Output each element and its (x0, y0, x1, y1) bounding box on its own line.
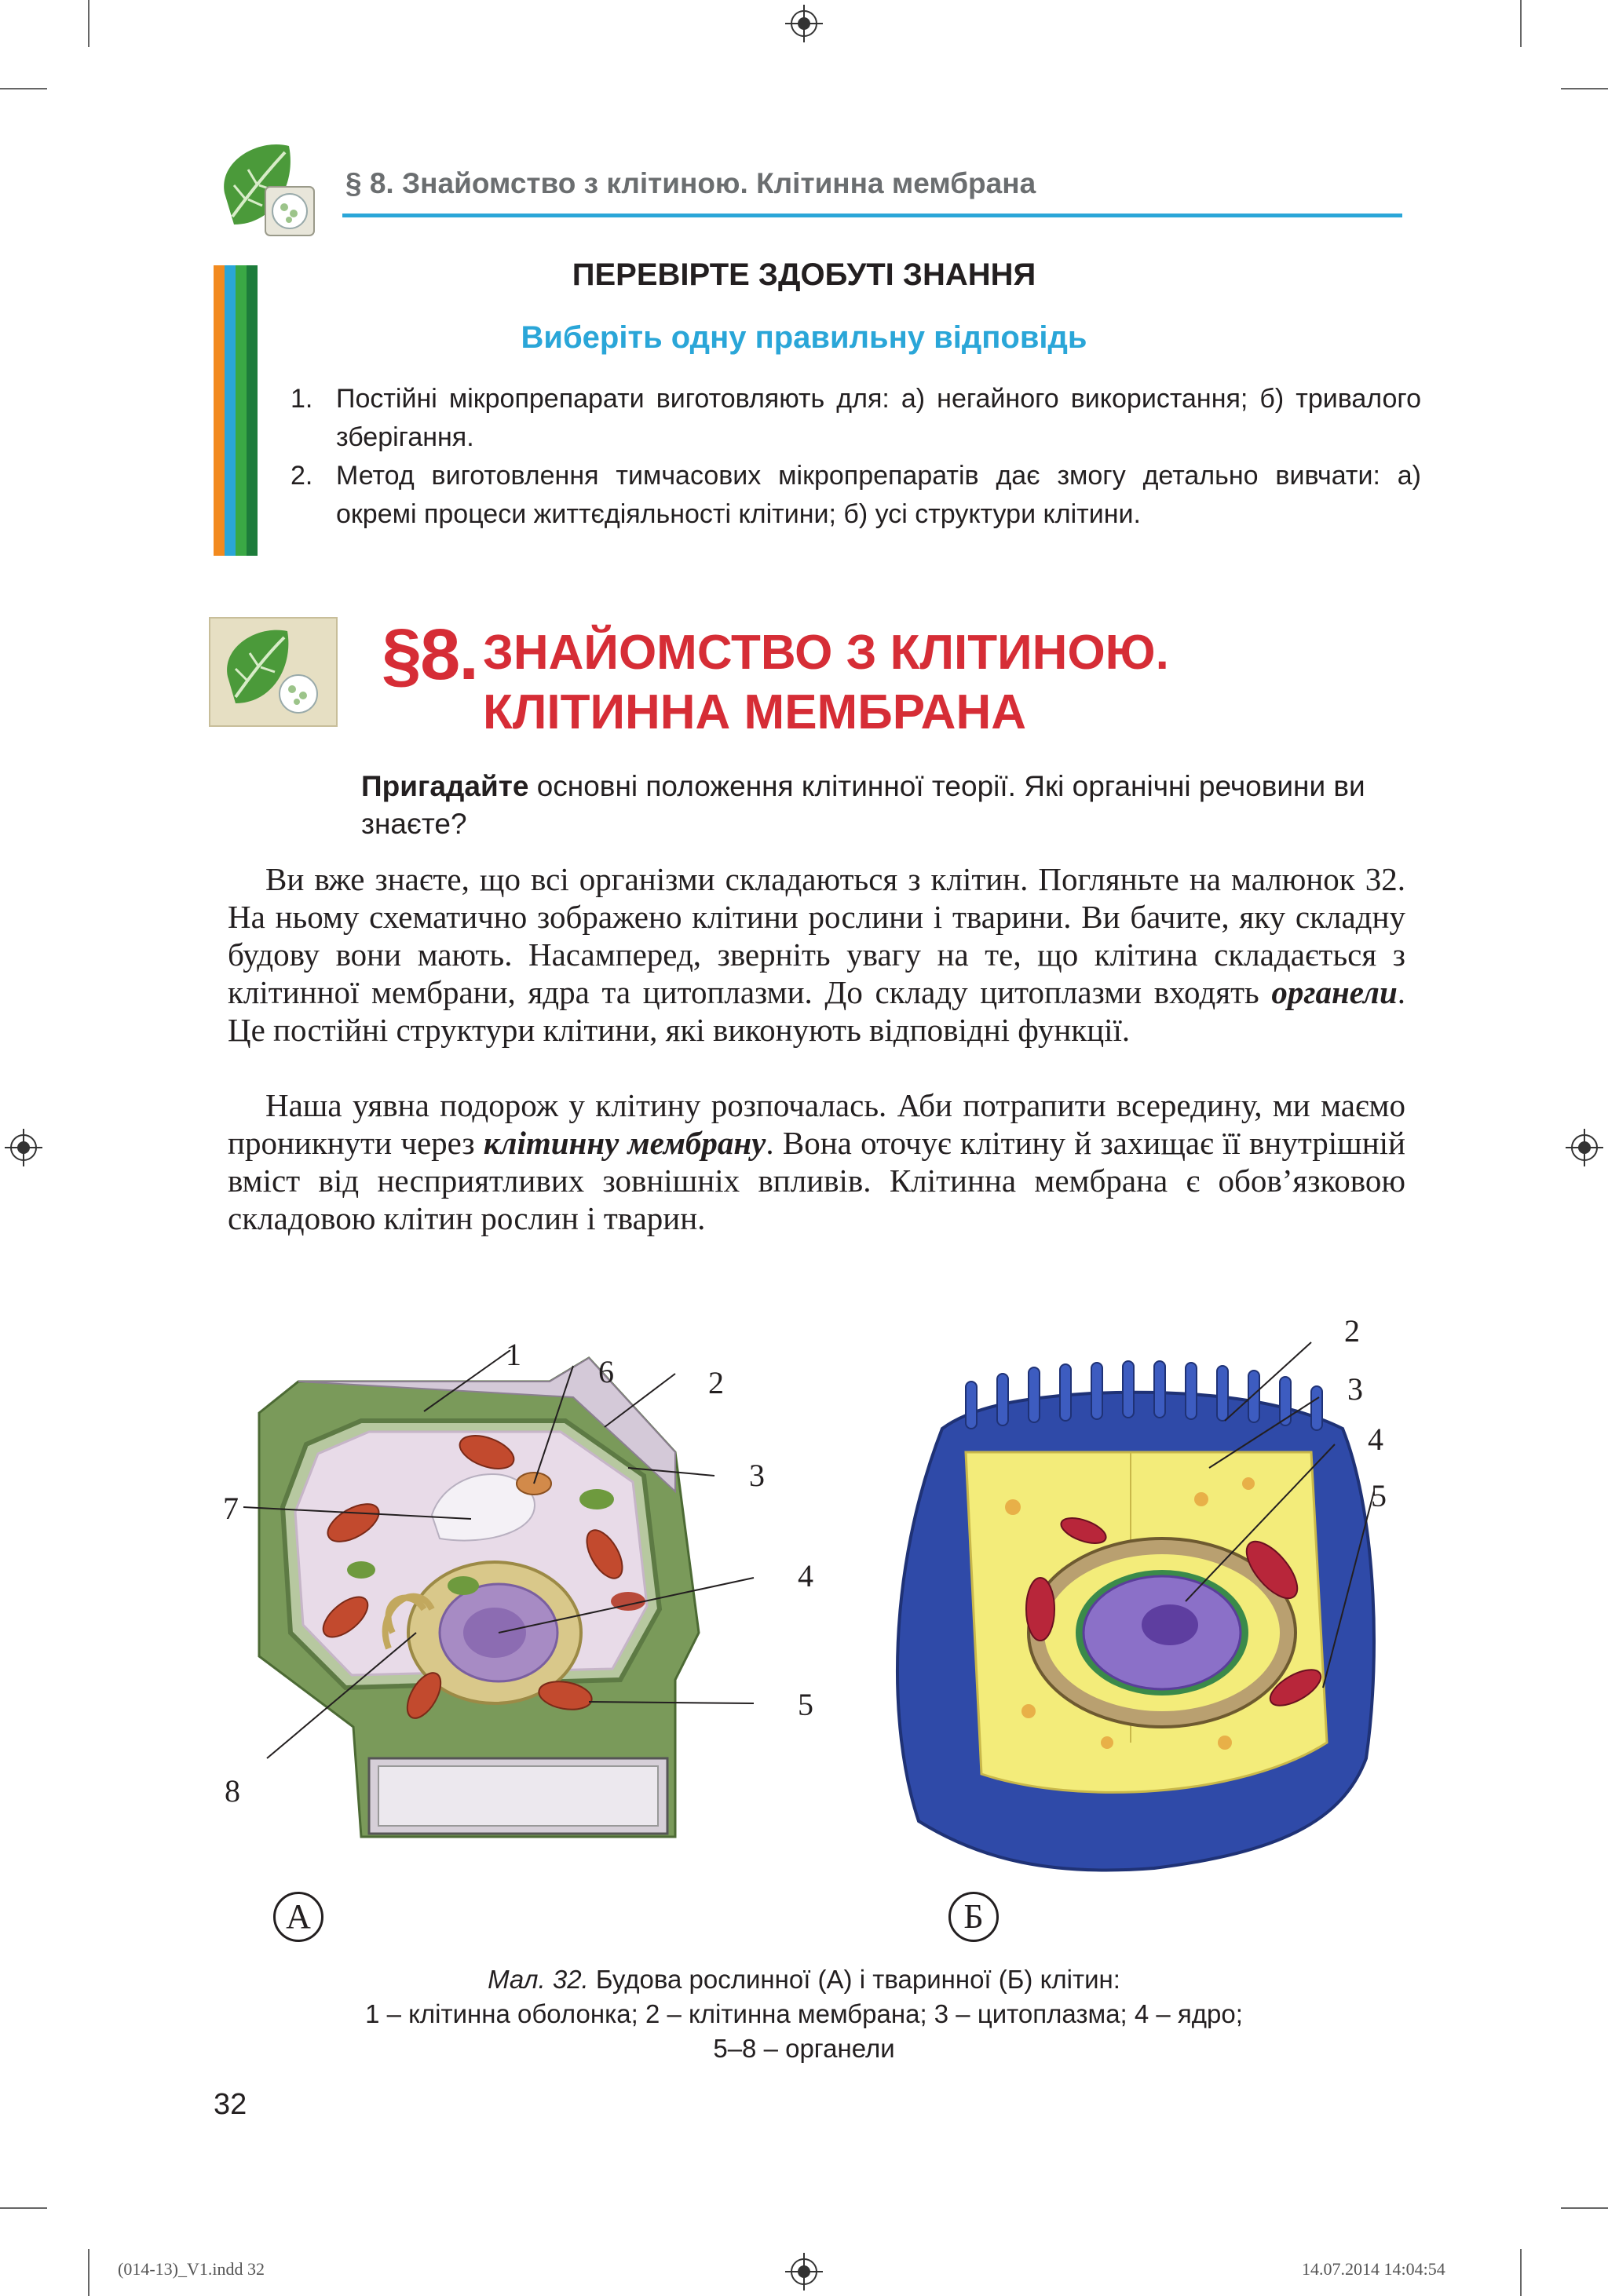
section-number: §8. (382, 615, 477, 695)
paragraph-text: . Вона оточує клітину й захищає її внутрішній вміст від несприятливих зовнішніх впливів. Клітинна мембрана є обов’язковою складовою клітин рослин і тварин. (228, 1125, 1405, 1236)
paragraph-2 (228, 1086, 1405, 1237)
registration-mark-icon (5, 1129, 42, 1166)
decor-stripe (247, 265, 258, 556)
question-number: 2. (291, 461, 313, 491)
leaf-cell-logo-icon (210, 619, 336, 725)
section-title-line2: КЛІТИННА МЕМБРАНА (483, 685, 1026, 739)
label-plant-2: 2 (708, 1365, 724, 1400)
label-plant-5: 5 (798, 1687, 813, 1722)
header-rule (342, 214, 1402, 217)
paragraph-text: Наша уявна подорож у клітину розпочалась. Аби потрапити всередину, ми маємо проникнути через (228, 1087, 1405, 1161)
crop-mark (1561, 2207, 1608, 2209)
label-plant-4: 4 (798, 1558, 813, 1593)
question-text: Метод виготовлення тимчасових мікропрепаратів дає змогу детально вивчати: а) окремі процеси життєдіяльності клітини; б) усі структури клітини. (336, 461, 1421, 529)
registration-mark-icon (1566, 1129, 1603, 1166)
recall-prompt (361, 768, 1405, 843)
label-animal-3: 3 (1347, 1371, 1363, 1407)
section-icon-frame (209, 617, 338, 727)
check-subtitle: Виберіть одну правильну відповідь (521, 320, 1087, 355)
registration-mark-icon (785, 2253, 823, 2291)
term-organelles: органели (1271, 974, 1398, 1010)
check-title: ПЕРЕВІРТЕ ЗДОБУТІ ЗНАННЯ (572, 257, 1036, 292)
plant-cell-illustration (236, 1350, 832, 1900)
decor-stripe (214, 265, 225, 556)
question-text: Постійні мікропрепарати виготовляють для: а) негайного використання; б) тривалого зберігання. (336, 384, 1421, 452)
paragraph-text: Ви вже знаєте, що всі організми складаються з клітин. Погляньте на малюнок 32. На ньому схематично зображено клітини рослини і тварини. Ви бачите, яку складну будову вони мають. Насамперед, зверніть увагу на те, що клітина складається з клітинної мембрани, ядра та цитоплазми. До складу цитоплазми входять (228, 861, 1405, 1010)
footer-timestamp: 14.07.2014 14:04:54 (1302, 2259, 1445, 2279)
figure-caption-label: Мал. 32. (488, 1965, 589, 1994)
label-plant-6: 6 (598, 1354, 614, 1389)
paragraph-text: . Це постійні структури клітини, які виконують відповідні функції. (228, 974, 1405, 1048)
leaf-cell-logo-icon (210, 138, 320, 240)
crop-mark (1520, 2249, 1522, 2296)
running-head: § 8. Знайомство з клітиною. Клітинна мембрана (345, 167, 1036, 199)
decor-stripe (225, 265, 236, 556)
label-plant-1: 1 (506, 1337, 521, 1372)
term-cell-membrane: клітинну мембрану (483, 1125, 766, 1161)
crop-mark (0, 2207, 47, 2209)
footer-file: (014-13)_V1.indd 32 (118, 2259, 265, 2279)
crop-mark (1520, 0, 1522, 47)
question-2 (291, 457, 1421, 534)
crop-mark (0, 88, 47, 89)
recall-text: основні положення клітинної теорії. Які органічні речовини ви знаєте? (361, 770, 1365, 840)
recall-bold: Пригадайте (361, 770, 529, 802)
figure-caption-line2: 1 – клітинна оболонка; 2 – клітинна мембрана; 3 – цитоплазма; 4 – ядро; (365, 1999, 1243, 2028)
label-plant-3: 3 (749, 1458, 765, 1493)
figure-caption-text: Будова рослинної (А) і тваринної (Б) клітин: (588, 1965, 1120, 1994)
paragraph-1 (228, 860, 1405, 1049)
section-title-line1: ЗНАЙОМСТВО З КЛІТИНОЮ. (483, 626, 1169, 680)
figure-letter-a: А (273, 1892, 323, 1942)
crop-mark (1561, 88, 1608, 89)
animal-cell-illustration (872, 1319, 1437, 1915)
label-animal-5: 5 (1371, 1478, 1387, 1513)
label-plant-8: 8 (225, 1773, 240, 1809)
decor-stripe (236, 265, 247, 556)
page-number: 32 (214, 2088, 247, 2121)
figure-caption-line3: 5–8 – органели (713, 2034, 895, 2063)
crop-mark (88, 2249, 90, 2296)
label-animal-2: 2 (1344, 1313, 1360, 1349)
crop-mark (88, 0, 90, 47)
registration-mark-icon (785, 5, 823, 42)
question-1 (291, 380, 1421, 457)
figure-caption-line1 (0, 1962, 1608, 1997)
label-animal-4: 4 (1368, 1422, 1383, 1457)
label-plant-7: 7 (223, 1491, 239, 1526)
question-number: 1. (291, 384, 313, 414)
figure-letter-b: Б (948, 1892, 999, 1942)
